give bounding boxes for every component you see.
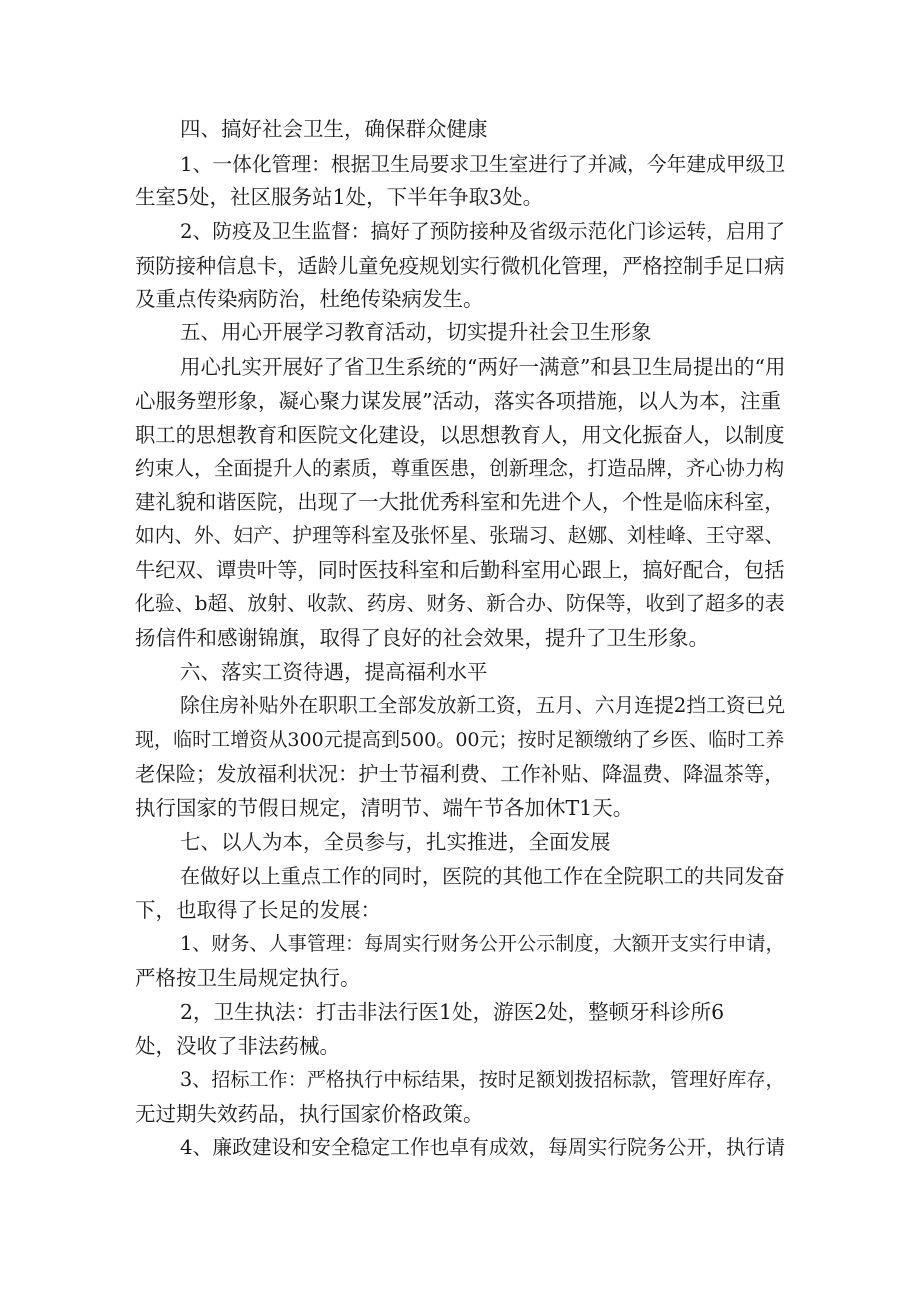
paragraph-line: 职工的思想教育和医院文化建设，以思想教育人，用文化振奋人，以制度	[135, 423, 785, 447]
paragraph-line: 1、一体化管理：根据卫生局要求卫生室进行了并减，今年建成甲级卫	[180, 153, 786, 176]
paragraph-line: 4、廉政建设和安全稳定工作也卓有成效，每周实行院务公开，执行请	[180, 1136, 786, 1159]
paragraph-line: 老保险；发放福利状况：护士节福利费、工作补贴、降温费、降温茶等，	[135, 762, 785, 786]
paragraph-line: 建礼貌和谐医院，出现了一大批优秀科室和先进个人，个性是临床科室，	[135, 490, 785, 514]
paragraph-line: 在做好以上重点工作的同时，医院的其他工作在全院职工的共同发奋	[180, 864, 785, 888]
paragraph-line: 心服务塑形象，凝心聚力谋发展”活动，落实各项措施，以人为本，注重	[135, 389, 781, 413]
paragraph-line: 现，临时工增资从300元提高到500。00元；按时足额缴纳了乡医、临时工养	[135, 729, 785, 751]
paragraph-line: 如内、外、妇产、护理等科室及张怀星、张瑞习、赵娜、刘桂峰、王守翠、	[135, 524, 785, 547]
paragraph-line: 约束人，全面提升人的素质，尊重医患，创新理念，打造品牌，齐心协力构	[135, 457, 785, 480]
paragraph-line: 用心扎实开展好了省卫生系统的“两好一满意”和县卫生局提出的“用	[180, 355, 786, 379]
section-heading: 七、以人为本，全员参与，扎实推进，全面发展	[180, 830, 611, 854]
paragraph-line: 3、招标工作：严格执行中标结果，按时足额划拨招标款，管理好库存，	[180, 1068, 785, 1091]
paragraph-line: 严格按卫生局规定执行。	[135, 966, 361, 990]
paragraph-line: 生室5处，社区服务站1处，下半年争取3处。	[135, 185, 544, 209]
paragraph-line: 除住房补贴外在职职工全部发放新工资，五月、六月连提2挡工资已兑	[180, 694, 786, 717]
paragraph-line: 处，没收了非法药械。	[135, 1034, 340, 1058]
section-heading: 六、落实工资待遇，提高福利水平	[180, 660, 488, 684]
paragraph-line: 下，也取得了长足的发展：	[135, 898, 381, 922]
paragraph-line: 无过期失效药品，执行国家价格政策。	[135, 1102, 484, 1126]
paragraph-line: 预防接种信息卡，适龄儿童免疫规划实行微机化管理，严格控制手足口病	[135, 254, 785, 278]
section-heading: 四、搞好社会卫生，确保群众健康	[180, 117, 488, 141]
paragraph-line: 扬信件和感谢锦旗，取得了良好的社会效果，提升了卫生形象。	[135, 626, 709, 650]
paragraph-line: 执行国家的节假日规定，清明节、端午节各加休T1天。	[135, 796, 634, 820]
paragraph-line: 化验、b超、放射、收款、药房、财务、新合办、防保等，收到了超多的表	[135, 592, 785, 615]
paragraph-line: 2、防疫及卫生监督：搞好了预防接种及省级示范化门诊运转，启用了	[180, 220, 786, 243]
paragraph-line: 2，卫生执法：打击非法行医1处，游医2处，整顿牙科诊所6	[180, 1000, 725, 1024]
paragraph-line: 1、财务、人事管理：每周实行财务公开公示制度，大额开支实行申请，	[180, 932, 785, 955]
section-heading: 五、用心开展学习教育活动，切实提升社会卫生形象	[180, 320, 652, 344]
paragraph-line: 牛纪双、谭贵叶等，同时医技科室和后勤科室用心跟上，搞好配合，包括	[135, 558, 785, 582]
paragraph-line: 及重点传染病防治，杜绝传染病发生。	[135, 287, 484, 311]
